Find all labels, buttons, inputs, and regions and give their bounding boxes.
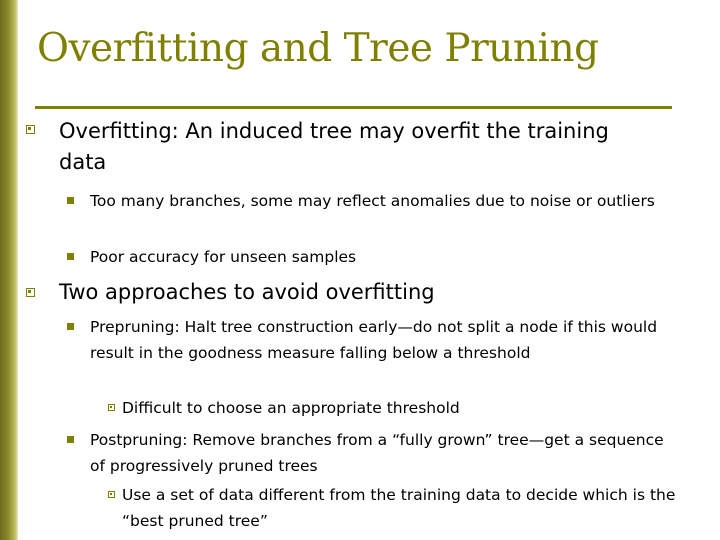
title-divider (35, 106, 672, 109)
point-2-1-1-text: Difficult to choose an appropriate threshold (122, 399, 460, 417)
point-2-1-text: Prepruning: Halt tree construction early—do not split a node if this would result in the goodness measure falling below a threshold (90, 318, 658, 362)
bullet-2-1 (67, 323, 74, 330)
bullet-2-1-1 (108, 404, 115, 411)
bullet-2-2 (67, 436, 74, 443)
bullet-1-2 (67, 253, 74, 260)
point-1-2-text: Poor accuracy for unseen samples (90, 248, 357, 266)
left-accent-bar (0, 0, 18, 540)
slide-title: Overfitting and Tree Pruning (37, 26, 599, 71)
point-2-2-1-text: Use a set of data different from the training data to decide which is the “best pruned tree” (122, 486, 676, 530)
bullet-2-2-1 (108, 491, 115, 498)
point-2-2-text: Postpruning: Remove branches from a “fully grown” tree—get a sequence of progressively pruned trees (90, 431, 664, 475)
point-2-text: Two approaches to avoid overfitting (59, 280, 435, 304)
bullet-2 (26, 288, 35, 297)
bullet-1-1 (67, 197, 74, 204)
bullet-1 (26, 125, 35, 134)
point-1-text: Overfitting: An induced tree may overfit the training data (59, 119, 609, 174)
point-1-1-text: Too many branches, some may reflect anomalies due to noise or outliers (90, 192, 655, 210)
